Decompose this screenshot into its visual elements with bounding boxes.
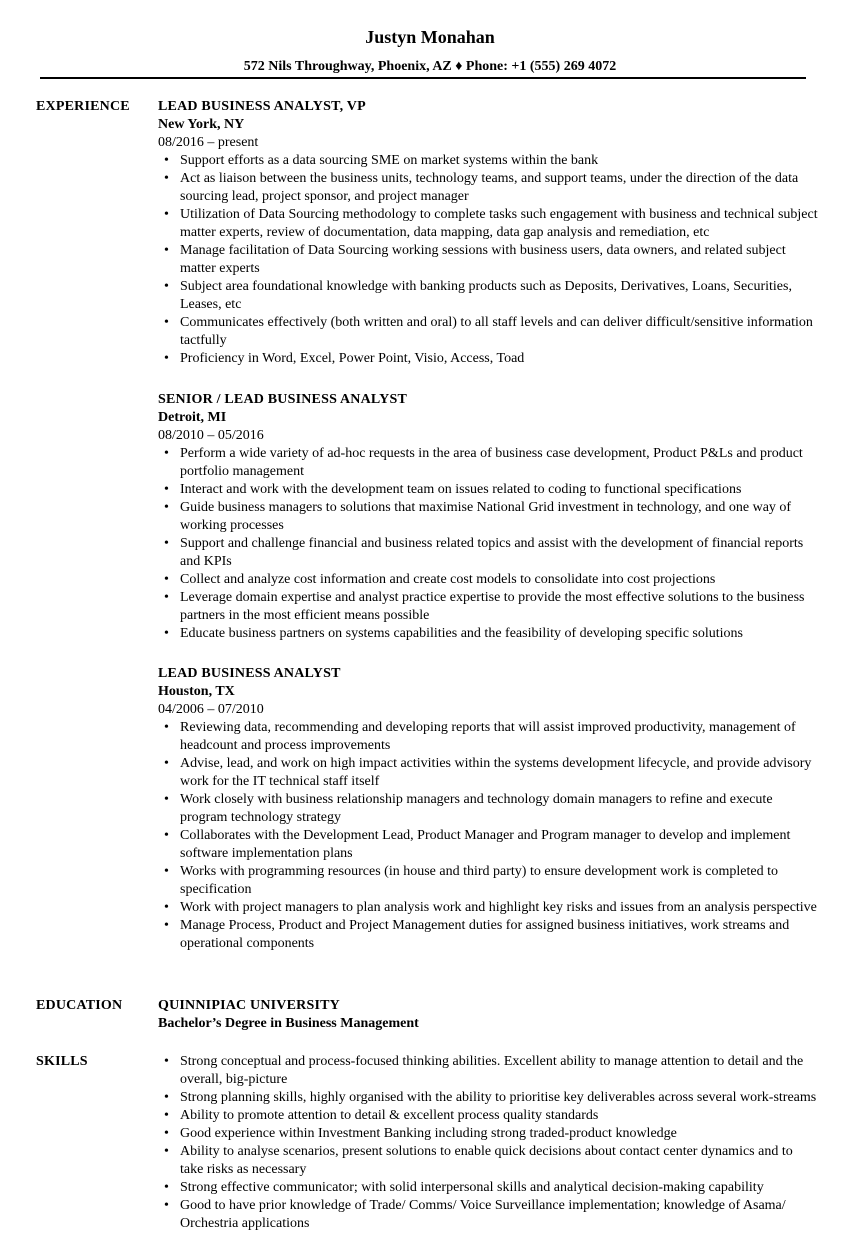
list-item: • Works with programming resources (in house and third party) to ensure development work is completed to specification xyxy=(158,863,818,899)
resume-name: Justyn Monahan xyxy=(365,27,495,47)
job-entry xyxy=(158,665,818,953)
header-divider xyxy=(40,77,806,79)
list-item: • Reviewing data, recommending and developing reports that will assist improved productivity, management of headcount and process improvements xyxy=(158,719,818,755)
list-item: • Good to have prior knowledge of Trade/ Comms/ Voice Surveillance implementation; knowledge of Asama/ Orchestria applications xyxy=(158,1197,818,1233)
list-item: • Subject area foundational knowledge with banking products such as Deposits, Derivatives, Loans, Securities, Leases, etc xyxy=(158,278,818,314)
school-name: QUINNIPIAC UNIVERSITY xyxy=(158,998,340,1013)
job-title: LEAD BUSINESS ANALYST, VP xyxy=(158,99,366,114)
list-item: • Educate business partners on systems capabilities and the feasibility of developing specific solutions xyxy=(158,625,818,643)
education-heading: EDUCATION xyxy=(36,998,123,1013)
skills-entry xyxy=(158,1053,818,1233)
list-item: • Ability to promote attention to detail & excellent process quality standards xyxy=(158,1107,818,1125)
list-item: • Proficiency in Word, Excel, Power Point, Visio, Access, Toad xyxy=(158,350,818,368)
list-item: • Good experience within Investment Banking including strong traded-product knowledge xyxy=(158,1125,818,1143)
job-bullets xyxy=(158,719,818,953)
skills-heading: SKILLS xyxy=(36,1054,88,1069)
experience-heading: EXPERIENCE xyxy=(36,99,130,114)
list-item: • Work with project managers to plan analysis work and highlight key risks and issues from an analysis perspective xyxy=(158,899,818,917)
list-item: • Manage Process, Product and Project Management duties for assigned business initiatives, work streams and operational components xyxy=(158,917,818,953)
job-entry xyxy=(158,98,818,368)
list-item: • Collaborates with the Development Lead, Product Manager and Program manager to develop and implement software implementation plans xyxy=(158,827,818,863)
list-item: • Ability to analyse scenarios, present solutions to enable quick decisions about contact center dynamics and to take risks as necessary xyxy=(158,1143,818,1179)
job-bullets xyxy=(158,445,818,643)
list-item: • Act as liaison between the business units, technology teams, and support teams, under the direction of the data sourcing lead, project sponsor, and project manager xyxy=(158,170,818,206)
job-title: SENIOR / LEAD BUSINESS ANALYST xyxy=(158,392,408,407)
list-item: • Work closely with business relationship managers and technology domain managers to refine and execute program technology strategy xyxy=(158,791,818,827)
education-entry xyxy=(158,997,818,1033)
job-dates: 08/2010 – 05/2016 xyxy=(158,428,264,443)
degree: Bachelor’s Degree in Business Management xyxy=(158,1016,419,1031)
job-bullets xyxy=(158,152,818,368)
list-item: • Strong effective communicator; with solid interpersonal skills and analytical decision-making capability xyxy=(158,1179,818,1197)
job-location: Houston, TX xyxy=(158,684,235,699)
job-entry xyxy=(158,391,818,643)
list-item: • Collect and analyze cost information and create cost models to consolidate into cost projections xyxy=(158,571,818,589)
job-title: LEAD BUSINESS ANALYST xyxy=(158,666,341,681)
list-item: • Utilization of Data Sourcing methodology to complete tasks such engagement with business and technical subject matter experts, review of documentation, data mapping, data gap analysis and remediation, etc xyxy=(158,206,818,242)
list-item: • Strong planning skills, highly organised with the ability to prioritise key deliverables across several work-streams xyxy=(158,1089,818,1107)
list-item: • Guide business managers to solutions that maximise National Grid investment in technology, and one way of working processes xyxy=(158,499,818,535)
list-item: • Communicates effectively (both written and oral) to all staff levels and can deliver difficult/sensitive information tactfully xyxy=(158,314,818,350)
job-location: Detroit, MI xyxy=(158,410,227,425)
job-dates: 04/2006 – 07/2010 xyxy=(158,702,264,717)
job-dates: 08/2016 – present xyxy=(158,135,259,150)
list-item: • Advise, lead, and work on high impact activities within the systems development lifecycle, and provide advisory work for the IT technical staff itself xyxy=(158,755,818,791)
list-item: • Support efforts as a data sourcing SME on market systems within the bank xyxy=(158,152,818,170)
job-location: New York, NY xyxy=(158,117,245,132)
list-item: • Perform a wide variety of ad-hoc requests in the area of business case development, Product P&Ls and product portfolio management xyxy=(158,445,818,481)
list-item: • Strong conceptual and process-focused thinking abilities. Excellent ability to manage attention to detail and the overall, big-picture xyxy=(158,1053,818,1089)
skills-bullets xyxy=(158,1053,818,1233)
list-item: • Support and challenge financial and business related topics and assist with the development of financial reports and KPIs xyxy=(158,535,818,571)
contact-line: 572 Nils Throughway, Phoenix, AZ ♦ Phone: +1 (555) 269 4072 xyxy=(243,59,617,74)
list-item: • Manage facilitation of Data Sourcing working sessions with business users, data owners, and related subject matter experts xyxy=(158,242,818,278)
list-item: • Interact and work with the development team on issues related to coding to functional specifications xyxy=(158,481,818,499)
list-item: • Leverage domain expertise and analyst practice expertise to provide the most effective solutions to the business partners in the most efficient means possible xyxy=(158,589,818,625)
